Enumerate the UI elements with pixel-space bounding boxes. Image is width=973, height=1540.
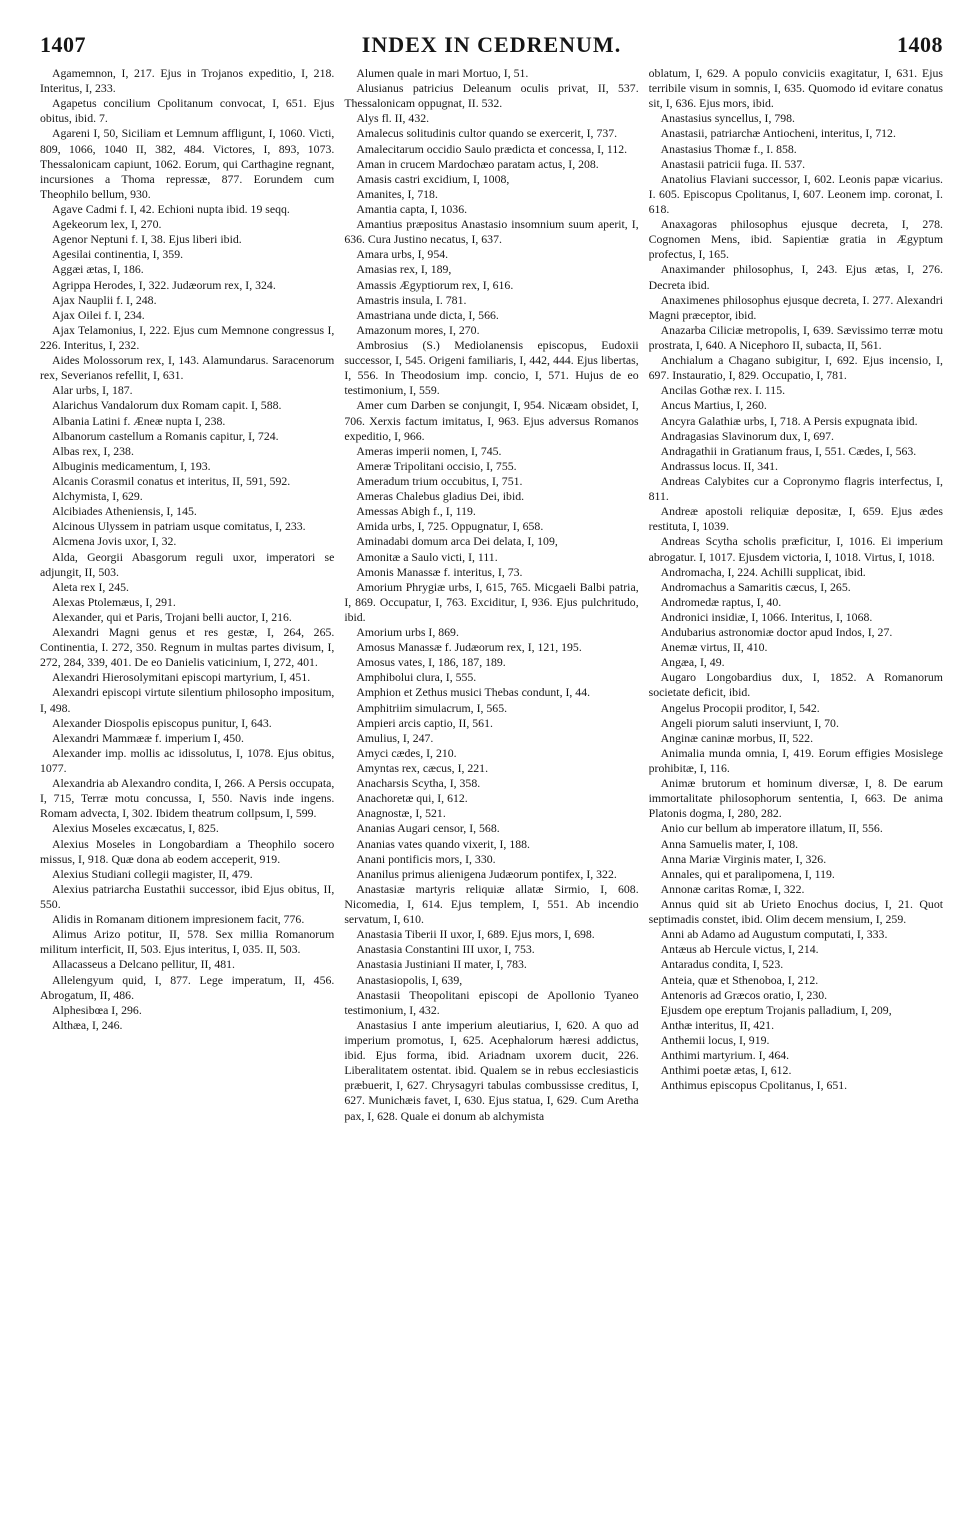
right-page-number: 1408 [897,32,943,57]
index-entry: Anemæ virtus, II, 410. [660,640,768,655]
index-entry: Andragathii in Gratianum fraus, I, 551. Cædes, I, 563. [660,443,917,458]
index-entry: Anani pontificis mors, I, 330. [356,851,496,866]
index-entry: Angeli piorum saluti inserviunt, I, 70. [660,715,839,730]
index-entry: Alda, Georgii Abasgorum reguli uxor, imperatori se adjungit, II, 503. [40,549,335,579]
index-entry: Ancus Martius, I, 260. [660,398,767,413]
index-entry: Andreæ apostoli reliquiæ depositæ, I, 659. Ejus ædes restituta, I, 1039. [648,504,943,534]
index-entry: Andreas Calybites cur a Copronymo flagris interfectus, I, 811. [648,473,943,504]
index-entry: Andronici insidiæ, I, 1066. Interitus, I, 1068. [660,609,873,624]
index-entry: Anchialum a Chagano subigitur, I, 692. Ejus incensio, I, 697. Instauratio, I, 829. Occupatio, I, 781. [648,353,943,383]
index-entry: Amalecitarum occidio Saulo prædicta et concessa, I, 112. [356,141,628,156]
index-entry: Andromachus a Samaritis cæcus, I, 265. [660,579,851,594]
index-entry: Anastasius Thomæ f., I. 858. [660,141,797,156]
index-entry: Albas rex, I, 238. [52,443,134,458]
index-entry: Andromedæ raptus, I, 40. [660,594,782,609]
index-entry: Alexius patriarcha Eustathii successor, ibid Ejus obitus, II, 550. [40,881,335,912]
index-entry: Agekeorum lex, I, 270. [52,217,162,232]
index-entry: Agamemnon, I, 217. Ejus in Trojanos expeditio, I, 218. Interitus, I, 233. [40,66,335,96]
index-entry: Ameras Chalebus gladius Dei, ibid. [356,489,525,504]
index-entry: Anachoretæ qui, I, 612. [356,791,468,806]
index-entry: Antaradus condita, I, 523. [660,957,784,972]
index-entry: Allacasseus a Delcano pellitur, II, 481. [52,957,235,972]
index-entry: Agesilai continentia, I, 359. [52,247,184,262]
index-entry: Agapetus concilium Cpolitanum convocat, I, 651. Ejus obitus, ibid. 7. [40,96,335,126]
index-entry: Antæus ab Hercule victus, I, 214. [660,942,819,957]
index-entry: Anagnostæ, I, 521. [356,806,446,821]
index-entry: Ambrosius (S.) Mediolanensis episcopus, Eudoxii successor, I, 545. Origeni familiaris, I, 442, 444. Ejus libertas, I, 556. In Theodosium imp. concio, I, 571. Hujus de eo testimonium, I, 559. [344,337,639,398]
index-entry: Amara urbs, I, 954. [356,247,449,262]
index-entry: Amphion et Zethus musici Thebas condunt, I, 44. [356,685,591,700]
index-entry: Ejusdem ope ereptum Trojanis palladium, I, 209, [660,1002,892,1017]
index-entry: Aggæi ætas, I, 186. [52,262,144,277]
index-entry: Andrassus locus. II, 341. [660,458,778,473]
index-entry: Anastasiopolis, I, 639, [356,972,463,987]
index-entry: Amulius, I, 247. [356,730,434,745]
index-entry: Aides Molossorum rex, I, 143. Alamundarus. Saracenorum rex, Severianos refellit, I, 631. [40,353,335,383]
index-entry: Animæ brutorum et hominum diversæ, I, 8. De earum immortalitate philosophorum sententia, I, 663. De anima Platonis dogma, I, 280, 282. [648,776,943,821]
index-entry: Alexas Ptolemæus, I, 291. [52,594,176,609]
index-column-3 [649,66,943,1532]
index-entry: Albuginis medicamentum, I, 193. [52,458,211,473]
index-entry: Ananilus primus alienigena Judæorum pontifex, I, 322. [356,866,617,881]
index-entry: Ampieri arcis captio, II, 561. [356,715,493,730]
index-entry: Anaxagoras philosophus ejusque decreta, I, 278. Cognomen Mens, ibid. Sapientiæ gratia in Ægyptum profectus, I, 165. [648,217,943,262]
index-entry: Antenoris ad Græcos oratio, I, 230. [660,987,828,1002]
index-entry: Anastasiæ martyris reliquiæ allatæ Sirmio, I, 608. Nicomedia, I, 614. Ejus templem, I, 551. Ab incendio servatum, I, 610. [344,881,639,927]
index-entry: Amessas Abigh f., I, 119. [356,504,476,519]
index-entry: Annonæ caritas Romæ, I, 322. [660,881,805,896]
index-entry: Ananias Augari censor, I, 568. [356,821,500,836]
index-entry: Alexandri episcopi virtute silentium philosopho impositum, I, 498. [40,685,335,715]
index-entry: Ancilas Gothæ rex. I. 115. [660,383,786,398]
index-entry: Albanorum castellum a Romanis capitur, I, 724. [52,428,279,443]
index-entry: Anthemii locus, I, 919. [660,1033,770,1047]
index-entry: Alexius Moseles in Longobardiam a Theophilo socero missus, I, 918. Quæ dona ab eodem acceperit, 919. [40,836,335,866]
index-entry: Andubarius astronomiæ doctor apud Indos, I, 27. [660,625,893,640]
index-entry: Amasis castri excidium, I, 1008, [356,171,510,186]
index-entry: Anio cur bellum ab imperatore illatum, II, 556. [660,821,883,836]
index-entry: Alexandri Mammææ f. imperium I, 450. [52,730,244,745]
index-entry: Amida urbs, I, 725. Oppugnatur, I, 658. [356,519,544,534]
index-entry: Amosus vates, I, 186, 187, 189. [356,655,506,670]
index-entry: Alexandria ab Alexandro condita, I, 266. A Persis occupata, I, 715, Terræ motu concussa, I, 550. Navis inde ingens. Romam advecta, I, 302. Ibidem theatrum collpsum, I, 599. [40,776,335,821]
index-entry: Anteia, quæ et Sthenoboa, I, 212. [660,972,819,987]
index-entry: Alidis in Romanam ditionem impresionem facit, 776. [52,912,305,927]
index-entry: Angæa, I, 49. [660,655,725,670]
index-entry: Ajax Nauplii f. I, 248. [52,292,157,307]
index-entry: Andromacha, I, 224. Achilli supplicat, ibid. [660,564,866,579]
index-entry: Anthimi martyrium. I, 464. [660,1048,790,1063]
index-entry: Angelus Procopii proditor, I, 542. [660,700,820,715]
index-entry: Anastasia Tiberii II uxor, I, 689. Ejus mors, I, 698. [356,927,595,942]
index-entry: Ameræ Tripolitani occisio, I, 755. [356,458,517,473]
index-entry: oblatum, I, 629. A populo conviciis exagitatur, I, 631. Ejus terribile visum in somnis, I, 635. Quomodo id evitare conatus sit, I, 636. Ejus mors, ibid. [648,66,943,111]
index-entry: Ajax Telamonius, I, 222. Ejus cum Memnone congressus I, 226. Interitus, I, 232. [40,322,335,352]
index-entry: Agareni I, 50, Siciliam et Lemnum affligunt, I, 1060. Victi, 809, 1066, 1040 II, 382, 484. Victores, I, 893, 1073. Thessalonicam capiunt, 1062. Eorum, qui Carthagine regnant, incursiones a Thoma repressæ, 877. Eorundem cum Theophilo bellum, 930. [40,126,335,201]
index-entry: Anastasii Theopolitani episcopi de Apollonio Tyaneo testimonium, I, 432. [344,987,639,1017]
index-entry: Amphibolui clura, I, 555. [356,670,477,685]
index-entry: Alar urbs, I, 187. [52,383,133,398]
index-entry: Alcinous Ulyssem in patriam usque comitatus, I, 233. [52,519,306,534]
index-entry: Alcibiades Atheniensis, I, 145. [52,504,197,519]
index-entry: Augaro Longobardius dux, I, 1852. A Romanorum societate deficit, ibid. [648,670,943,700]
index-entry: Agave Cadmi f. I, 42. Echioni nupta ibid. 19 seqq. [52,201,290,216]
index-entry: Anatolius Flaviani successor, I, 602. Leonis papæ vicarius. I. 605. Episcopus Cpolitanus, I, 607. Leonem imp. coronat, I. 618. [648,171,943,216]
index-entry: Alys fl. II, 432. [356,111,430,126]
index-entry: Anazarba Ciliciæ metropolis, I, 639. Sævissimo terræ motu prostrata, I, 640. A Nicephoro II, subacta, II, 561. [648,322,943,352]
index-entry: Anastasius syncellus, I, 798. [660,111,795,126]
index-entry: Anna Samuelis mater, I, 108. [660,836,799,851]
index-entry: Alexander, qui et Paris, Trojani belli auctor, I, 216. [52,609,292,624]
index-entry: Amastris insula, I. 781. [356,292,467,307]
index-entry: Anni ab Adamo ad Augustum computati, I, 333. [660,927,888,942]
index-entry: Amonis Manassæ f. interitus, I, 73. [356,564,523,579]
index-entry: Alexander Diospolis episcopus punitur, I, 643. [52,715,272,730]
index-entry: Agrippa Herodes, I, 322. Judæorum rex, I, 324. [52,277,276,292]
index-entry: Ananias vates quando vixerit, I, 188. [356,836,530,851]
index-entry: Alexandri Hierosolymitani episcopi martyrium, I, 451. [52,670,311,685]
index-entry: Amalecus solitudinis cultor quando se exercerit, I, 737. [356,126,618,141]
index-entry: Alphesibœa I, 296. [52,1002,142,1017]
index-entry: Anastasii, patriarchæ Antiocheni, interitus, I, 712. [660,126,896,141]
index-entry: Amyci cædes, I, 210. [356,745,457,760]
index-entry: Ameradum trium occubitus, I, 751. [356,473,523,488]
left-page-number: 1407 [40,32,86,57]
index-entry: Anastasia Constantini III uxor, I, 753. [356,942,535,957]
index-entry: Alexius Studiani collegii magister, II, 479. [52,866,253,881]
index-entry: Ameras imperii nomen, I, 745. [356,443,502,458]
index-entry: Andragasias Slavinorum dux, I, 697. [660,428,834,443]
index-entry: Alexandri Magni genus et res gestæ, I, 264, 265. Continentia, I. 272, 350. Regnum in multas partes divisum, I, 272, 284, 339, 401. De eo Danielis vaticinium, I, 272, 401. [40,625,335,670]
index-entry: Anacharsis Scytha, I, 358. [356,776,481,791]
index-entry: Amasias rex, I, 189, [356,262,452,277]
index-columns [40,66,943,1532]
index-entry: Alexius Moseles excæcatus, I, 825. [52,821,219,836]
index-entry: Anginæ caninæ morbus, II, 522. [660,730,814,745]
index-column-2 [344,66,638,1532]
index-entry: Amorium Phrygiæ urbs, I, 615, 765. Micgaeli Balbi patria, I, 869. Occupatur, I, 763. Exciditur, I, 936. Ejus pulchritudo, ibid. [344,579,639,624]
index-entry: Anthimus episcopus Cpolitanus, I, 651. [660,1078,848,1093]
index-entry: Alarichus Vandalorum dux Romam capit. I, 588. [52,398,282,413]
index-entry: Agenor Neptuni f. I, 38. Ejus liberi ibid. [52,232,242,247]
index-entry: Amyntas rex, cæcus, I, 221. [356,761,489,776]
index-entry: Amastriana unde dicta, I, 566. [356,307,499,322]
index-entry: Ajax Oilei f. I, 234. [52,307,145,322]
index-entry: Albania Latini f. Æneæ nupta I, 238. [52,413,226,428]
index-entry: Anaximander philosophus, I, 243. Ejus ætas, I, 276. Decreta ibid. [648,262,943,292]
index-entry: Aminadabi domum arca Dei delata, I, 109, [356,534,558,549]
index-entry: Aleta rex I, 245. [52,579,129,594]
index-entry: Amer cum Darben se conjungit, I, 954. Nicæam obsidet, I, 706. Xerxis factum imitatus, I, 963. Ejus adversus Romanos expeditio, I, 966. [344,398,639,443]
index-entry: Amphitriim simulacrum, I, 565. [356,700,508,715]
index-entry: Alcmena Jovis uxor, I, 32. [52,534,177,549]
index-entry: Alchymista, I, 629. [52,489,143,504]
index-entry: Amazonum mores, I, 270. [356,322,480,337]
index-entry: Aman in crucem Mardochæo paratam actus, I, 208. [356,156,599,171]
index-entry: Amantia capta, I, 1036. [356,201,468,216]
index-entry: Amosus Manassæ f. Judæorum rex, I, 121, 195. [356,640,582,655]
index-entry: Andreas Scytha scholis præficitur, I, 1016. Ei imperium abrogatur. I, 1017. Ejusdem victoria, I, 1018. Virtus, I, 1018. [648,534,943,564]
index-entry: Anastasius I ante imperium aleutiarius, I, 620. A quo ad imperium promotus, I, 625. Acephalorum hæresi addictus, ibid. Ejus forma, ibid. Ariadnam uxorem ducit, 226. Liberalitatem ostentat. ibid. Qualem se in rebus ecclesiasticis præbuerit, I, 627. Chrysagyri tabulas combussisse creditus, I, 627. Munichæis favet, I, 630. Ejus statua, I, 629. Cum Aretha pax, I, 628. Quale ei donum ab alchymista [344,1017,639,1123]
index-column-1 [40,66,334,1532]
index-entry: Amassis Ægyptiorum rex, I, 616. [356,277,514,292]
index-entry: Anastasia Justiniani II mater, I, 783. [356,957,527,972]
running-head [40,32,943,58]
index-entry: Anaximenes philosophus ejusque decreta, I. 277. Alexandri Magni præceptor, ibid. [648,292,943,322]
page-title: INDEX IN CEDRENUM. [361,32,622,57]
index-entry: Animalia munda omnia, I, 419. Eorum effigies Mosislege prohibitæ, I, 116. [648,745,943,776]
index-entry: Annus quid sit ab Urieto Enochus docius, I, 21. Quot septimadis constet, ibid. Olim decem mensium, I, 259. [648,897,943,927]
index-entry: Anthimi poetæ ætas, I, 612. [660,1063,792,1078]
index-entry: Anthæ interitus, II, 421. [660,1017,775,1032]
index-entry: Amanites, I, 718. [356,186,438,201]
index-entry: Alusianus patricius Deleanum oculis privat, II, 537. Thessalonicam oppugnat, II. 532. [344,81,639,111]
index-entry: Alcanis Corasmil conatus et interitus, II, 591, 592. [52,473,291,488]
index-entry: Amorium urbs I, 869. [356,625,459,640]
index-entry: Alexander imp. mollis ac idissolutus, I, 1078. Ejus obitus, 1077. [40,745,335,776]
index-entry: Alumen quale in mari Mortuo, I, 51. [356,66,529,80]
index-entry: Anastasii patricii fuga. II. 537. [660,156,806,171]
index-entry: Amantius præpositus Anastasio insomnium suum aperit, I, 636. Cura Justino necatus, I, 637. [344,217,639,247]
index-entry: Ancyra Galathiæ urbs, I, 718. A Persis expugnata ibid. [660,413,918,428]
index-entry: Allelengyum quid, I, 877. Lege imperatum, II, 456. Abrogatum, II, 486. [40,972,335,1002]
index-entry: Anna Mariæ Virginis mater, I, 326. [660,851,827,866]
index-entry: Alimus Arizo potitur, II, 578. Sex millia Romanorum militum interficit, II, 503. Ejus interitus, I, 035. II, 503. [40,927,335,957]
index-entry: Althæa, I, 246. [52,1017,123,1032]
index-entry: Annales, qui et paralipomena, I, 119. [660,866,835,881]
index-entry: Amonitæ a Saulo victi, I, 111. [356,549,498,564]
